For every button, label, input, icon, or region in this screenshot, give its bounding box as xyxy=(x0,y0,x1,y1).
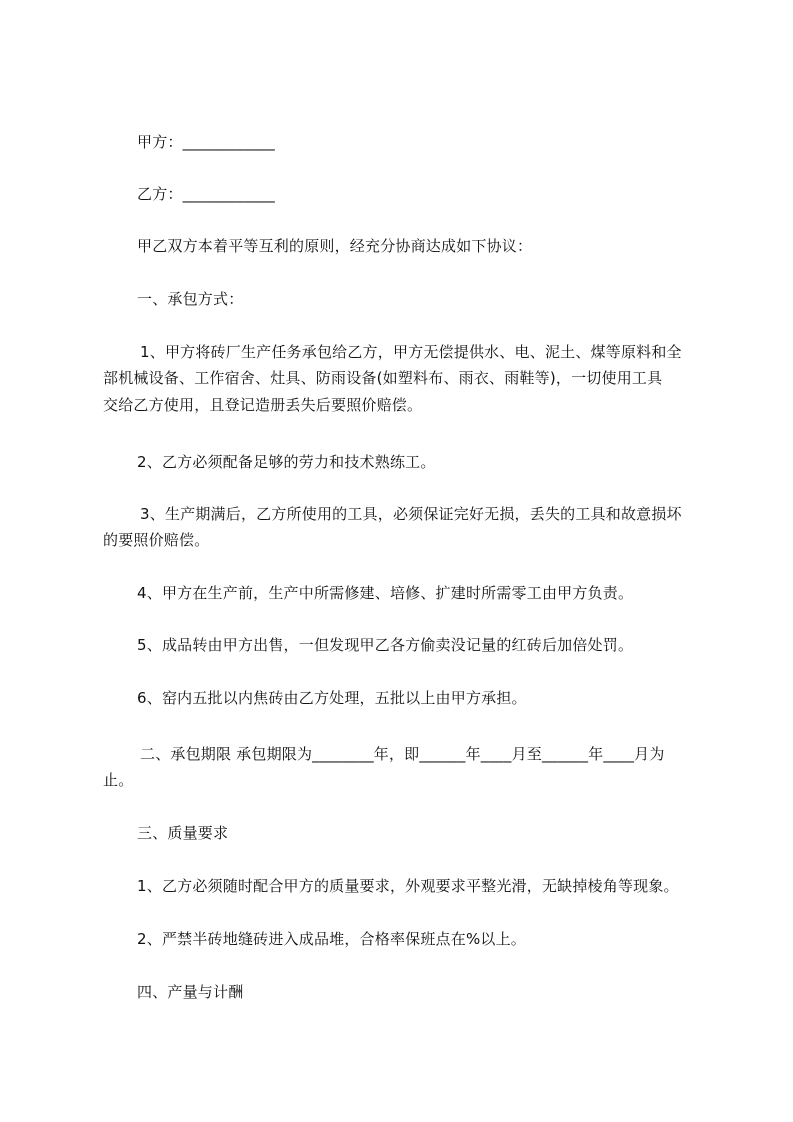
section-1-heading: 一、承包方式： xyxy=(137,290,244,308)
section-2-line-1: 二、承包期限 承包期限为________年，即______年____月至______年____月为 xyxy=(140,745,665,763)
section-1-item-2: 2、乙方必须配备足够的劳力和技术熟练工。 xyxy=(137,453,436,471)
section-1-item-3-line-1: 3、生产期满后，乙方所使用的工具，必须保证完好无损，丢失的工具和故意损坏 xyxy=(140,505,682,523)
section-1-item-1-line-1: 1、甲方将砖厂生产任务承包给乙方，甲方无偿提供水、电、泥土、煤等原料和全 xyxy=(140,343,682,361)
section-1-item-6: 6、窑内五批以内焦砖由乙方处理，五批以上由甲方承担。 xyxy=(137,689,527,707)
section-1-item-1-line-2: 部机械设备、工作宿舍、灶具、防雨设备(如塑料布、雨衣、雨鞋等)，一切使用工具 xyxy=(103,369,663,387)
section-3-heading: 三、质量要求 xyxy=(137,824,229,842)
section-1-item-5: 5、成品转由甲方出售，一但发现甲乙各方偷卖没记量的红砖后加倍处罚。 xyxy=(137,636,634,654)
section-3-item-2: 2、严禁半砖地缝砖进入成品堆，合格率保班点在%以上。 xyxy=(137,930,526,948)
section-1-item-3-line-2: 的要照价赔偿。 xyxy=(103,531,210,549)
section-4-heading: 四、产量与计酬 xyxy=(137,983,244,1001)
section-1-item-4: 4、甲方在生产前，生产中所需修建、培修、扩建时所需零工由甲方负责。 xyxy=(137,584,634,602)
section-3-item-1: 1、乙方必须随时配合甲方的质量要求，外观要求平整光滑，无缺掉棱角等现象。 xyxy=(137,877,679,895)
section-2-line-2: 止。 xyxy=(103,771,134,789)
section-1-item-1-line-3: 交给乙方使用，且登记造册丢失后要照价赔偿。 xyxy=(103,396,423,414)
intro-paragraph: 甲乙双方本着平等互利的原则，经充分协商达成如下协议： xyxy=(137,237,533,255)
party-b-line: 乙方：____________ xyxy=(137,185,276,203)
party-a-line: 甲方：____________ xyxy=(137,133,276,151)
